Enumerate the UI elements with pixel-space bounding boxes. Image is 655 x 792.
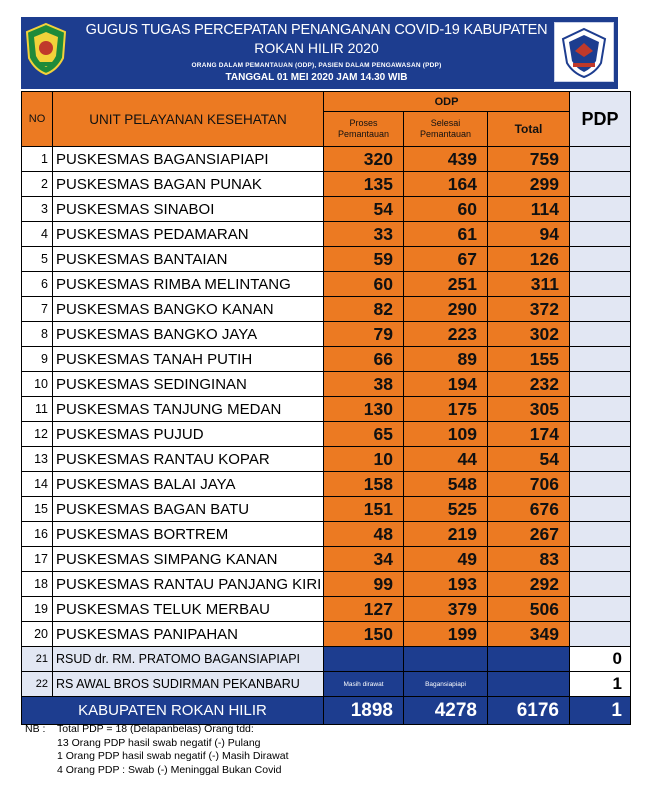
row-selesai: 219 <box>404 522 488 547</box>
row-total: 292 <box>488 572 570 597</box>
row-total: 54 <box>488 447 570 472</box>
row-unit-name: PUSKESMAS SEDINGINAN <box>53 372 324 397</box>
row-no: 4 <box>22 222 53 247</box>
table-row <box>22 247 631 272</box>
row-proses: 48 <box>324 522 404 547</box>
hospital-pdp: 1 <box>570 672 631 697</box>
row-pdp <box>570 347 631 372</box>
row-unit-name: PUSKESMAS BORTREM <box>53 522 324 547</box>
table-row <box>22 172 631 197</box>
row-total: 126 <box>488 247 570 272</box>
row-total: 311 <box>488 272 570 297</box>
table-row <box>22 447 631 472</box>
selesai-line2: Pemantauan <box>419 129 472 139</box>
row-total: 759 <box>488 147 570 172</box>
row-selesai: 89 <box>404 347 488 372</box>
row-selesai: 44 <box>404 447 488 472</box>
row-selesai: 548 <box>404 472 488 497</box>
row-pdp <box>570 197 631 222</box>
hospital-name: RSUD dr. RM. PRATOMO BAGANSIAPIAPI <box>53 647 324 672</box>
row-unit-name: PUSKESMAS RIMBA MELINTANG <box>53 272 324 297</box>
row-proses: 79 <box>324 322 404 347</box>
row-no: 13 <box>22 447 53 472</box>
row-unit-name: PUSKESMAS PEDAMARAN <box>53 222 324 247</box>
row-no: 12 <box>22 422 53 447</box>
row-pdp <box>570 522 631 547</box>
total-pdp: 1 <box>570 697 631 725</box>
column-header-no: NO <box>22 92 53 147</box>
row-pdp <box>570 472 631 497</box>
row-no: 11 <box>22 397 53 422</box>
row-selesai: 175 <box>404 397 488 422</box>
row-selesai: 109 <box>404 422 488 447</box>
row-selesai: 194 <box>404 372 488 397</box>
hospital-pdp: 0 <box>570 647 631 672</box>
row-unit-name: PUSKESMAS BAGANSIAPIAPI <box>53 147 324 172</box>
row-proses: 151 <box>324 497 404 522</box>
row-proses: 38 <box>324 372 404 397</box>
hospital-selesai <box>404 647 488 672</box>
label-bagansiapiapi: Bagansiapiapi <box>404 672 488 697</box>
column-header-proses <box>324 112 404 147</box>
row-proses: 66 <box>324 347 404 372</box>
row-proses: 34 <box>324 547 404 572</box>
row-pdp <box>570 422 631 447</box>
table-row <box>22 347 631 372</box>
row-selesai: 61 <box>404 222 488 247</box>
row-proses: 320 <box>324 147 404 172</box>
row-pdp <box>570 597 631 622</box>
regency-emblem-icon <box>25 22 67 76</box>
row-no: 14 <box>22 472 53 497</box>
row-pdp <box>570 397 631 422</box>
row-unit-name: PUSKESMAS TELUK MERBAU <box>53 597 324 622</box>
row-pdp <box>570 622 631 647</box>
row-no: 7 <box>22 297 53 322</box>
row-no: 9 <box>22 347 53 372</box>
row-total: 302 <box>488 322 570 347</box>
row-pdp <box>570 172 631 197</box>
row-selesai: 379 <box>404 597 488 622</box>
row-pdp <box>570 147 631 172</box>
notes-line4: 4 Orang PDP : Swab (-) Meninggal Bukan Covid <box>57 763 282 776</box>
notes-prefix: NB : <box>25 723 46 735</box>
table-row <box>22 547 631 572</box>
row-no: 15 <box>22 497 53 522</box>
hospital-row <box>22 672 631 697</box>
notes-line1-row <box>25 723 288 737</box>
row-unit-name: PUSKESMAS RANTAU PANJANG KIRI <box>53 572 324 597</box>
row-selesai: 164 <box>404 172 488 197</box>
row-pdp <box>570 272 631 297</box>
row-no: 6 <box>22 272 53 297</box>
row-total: 267 <box>488 522 570 547</box>
row-total: 676 <box>488 497 570 522</box>
row-proses: 99 <box>324 572 404 597</box>
row-unit-name: PUSKESMAS TANAH PUTIH <box>53 347 324 372</box>
row-proses: 150 <box>324 622 404 647</box>
table-row <box>22 497 631 522</box>
row-selesai: 525 <box>404 497 488 522</box>
row-total: 706 <box>488 472 570 497</box>
row-no: 18 <box>22 572 53 597</box>
hospital-total <box>488 647 570 672</box>
table-row <box>22 147 631 172</box>
column-header-pdp: PDP <box>570 92 631 147</box>
table-row <box>22 597 631 622</box>
header-title-line1: GUGUS TUGAS PERCEPATAN PENANGANAN COVID-19 KABUPATEN <box>85 22 548 38</box>
row-unit-name: PUSKESMAS PANIPAHAN <box>53 622 324 647</box>
table-row <box>22 572 631 597</box>
proses-line1: Proses <box>349 118 378 128</box>
row-selesai: 67 <box>404 247 488 272</box>
column-header-odp: ODP <box>324 92 570 112</box>
column-header-selesai <box>404 112 488 147</box>
row-total: 232 <box>488 372 570 397</box>
row-unit-name: PUSKESMAS SINABOI <box>53 197 324 222</box>
notes-line3: 1 Orang PDP hasil swab negatif (-) Masih Dirawat <box>57 750 289 762</box>
row-pdp <box>570 547 631 572</box>
row-pdp <box>570 497 631 522</box>
row-no: 2 <box>22 172 53 197</box>
notes-line2: 13 Orang PDP hasil swab negatif (-) Pulang <box>57 736 261 749</box>
header-subtitle: ORANG DALAM PEMANTAUAN (ODP), PASIEN DALAM PENGAWASAN (PDP) <box>191 62 442 69</box>
total-selesai: 4278 <box>404 697 488 725</box>
row-proses: 10 <box>324 447 404 472</box>
row-proses: 130 <box>324 397 404 422</box>
notes-line1: Total PDP = 18 (Delapanbelas) Orang tdd: <box>57 723 254 735</box>
header-title-line2: ROKAN HILIR 2020 <box>254 40 379 56</box>
row-total: 155 <box>488 347 570 372</box>
row-no: 19 <box>22 597 53 622</box>
row-proses: 158 <box>324 472 404 497</box>
row-pdp <box>570 572 631 597</box>
row-selesai: 290 <box>404 297 488 322</box>
row-proses: 59 <box>324 247 404 272</box>
row-proses: 135 <box>324 172 404 197</box>
row-unit-name: PUSKESMAS SIMPANG KANAN <box>53 547 324 572</box>
row-unit-name: PUSKESMAS BALAI JAYA <box>53 472 324 497</box>
table-row <box>22 397 631 422</box>
row-pdp <box>570 247 631 272</box>
hospital-name: RS AWAL BROS SUDIRMAN PEKANBARU <box>53 672 324 697</box>
row-pdp <box>570 222 631 247</box>
row-total: 83 <box>488 547 570 572</box>
row-no: 3 <box>22 197 53 222</box>
row-selesai: 193 <box>404 572 488 597</box>
column-header-total: Total <box>488 112 570 147</box>
row-pdp <box>570 372 631 397</box>
row-proses: 127 <box>324 597 404 622</box>
row-unit-name: PUSKESMAS PUJUD <box>53 422 324 447</box>
row-total: 349 <box>488 622 570 647</box>
row-unit-name: PUSKESMAS BANGKO JAYA <box>53 322 324 347</box>
table-row <box>22 322 631 347</box>
row-selesai: 60 <box>404 197 488 222</box>
row-selesai: 49 <box>404 547 488 572</box>
row-total: 305 <box>488 397 570 422</box>
header-date: TANGGAL 01 MEI 2020 JAM 14.30 WIB <box>225 72 408 83</box>
total-label: KABUPATEN ROKAN HILIR <box>22 697 324 725</box>
table-row <box>22 197 631 222</box>
table-row <box>22 272 631 297</box>
row-proses: 54 <box>324 197 404 222</box>
total-total: 6176 <box>488 697 570 725</box>
row-pdp <box>570 447 631 472</box>
row-selesai: 223 <box>404 322 488 347</box>
hospital-total <box>488 672 570 697</box>
row-pdp <box>570 297 631 322</box>
task-force-emblem-icon <box>554 22 614 82</box>
table-row <box>22 222 631 247</box>
hospital-no: 21 <box>22 647 53 672</box>
row-unit-name: PUSKESMAS TANJUNG MEDAN <box>53 397 324 422</box>
row-proses: 60 <box>324 272 404 297</box>
row-no: 17 <box>22 547 53 572</box>
row-proses: 65 <box>324 422 404 447</box>
row-unit-name: PUSKESMAS BAGAN BATU <box>53 497 324 522</box>
row-selesai: 251 <box>404 272 488 297</box>
row-total: 372 <box>488 297 570 322</box>
row-no: 1 <box>22 147 53 172</box>
table-row <box>22 472 631 497</box>
table-row <box>22 522 631 547</box>
row-total: 299 <box>488 172 570 197</box>
row-total: 174 <box>488 422 570 447</box>
row-no: 20 <box>22 622 53 647</box>
row-no: 10 <box>22 372 53 397</box>
row-unit-name: PUSKESMAS BAGAN PUNAK <box>53 172 324 197</box>
hospital-row <box>22 647 631 672</box>
table-row <box>22 372 631 397</box>
row-unit-name: PUSKESMAS BANTAIAN <box>53 247 324 272</box>
row-no: 5 <box>22 247 53 272</box>
hospital-proses <box>324 647 404 672</box>
row-selesai: 439 <box>404 147 488 172</box>
row-selesai: 199 <box>404 622 488 647</box>
row-proses: 82 <box>324 297 404 322</box>
table-row <box>22 422 631 447</box>
odp-pdp-table <box>21 91 631 725</box>
row-unit-name: PUSKESMAS RANTAU KOPAR <box>53 447 324 472</box>
table-row <box>22 297 631 322</box>
column-header-unit: UNIT PELAYANAN KESEHATAN <box>53 92 324 147</box>
proses-line2: Pemantauan <box>337 129 390 139</box>
hospital-no: 22 <box>22 672 53 697</box>
row-no: 16 <box>22 522 53 547</box>
label-masih-dirawat: Masih dirawat <box>324 672 404 697</box>
selesai-line1: Selesai <box>430 118 461 128</box>
table-row <box>22 622 631 647</box>
row-total: 94 <box>488 222 570 247</box>
row-total: 506 <box>488 597 570 622</box>
row-unit-name: PUSKESMAS BANGKO KANAN <box>53 297 324 322</box>
total-row <box>22 697 631 725</box>
report-header <box>21 17 618 89</box>
row-proses: 33 <box>324 222 404 247</box>
row-pdp <box>570 322 631 347</box>
notes <box>25 723 288 777</box>
row-total: 114 <box>488 197 570 222</box>
row-no: 8 <box>22 322 53 347</box>
total-proses: 1898 <box>324 697 404 725</box>
